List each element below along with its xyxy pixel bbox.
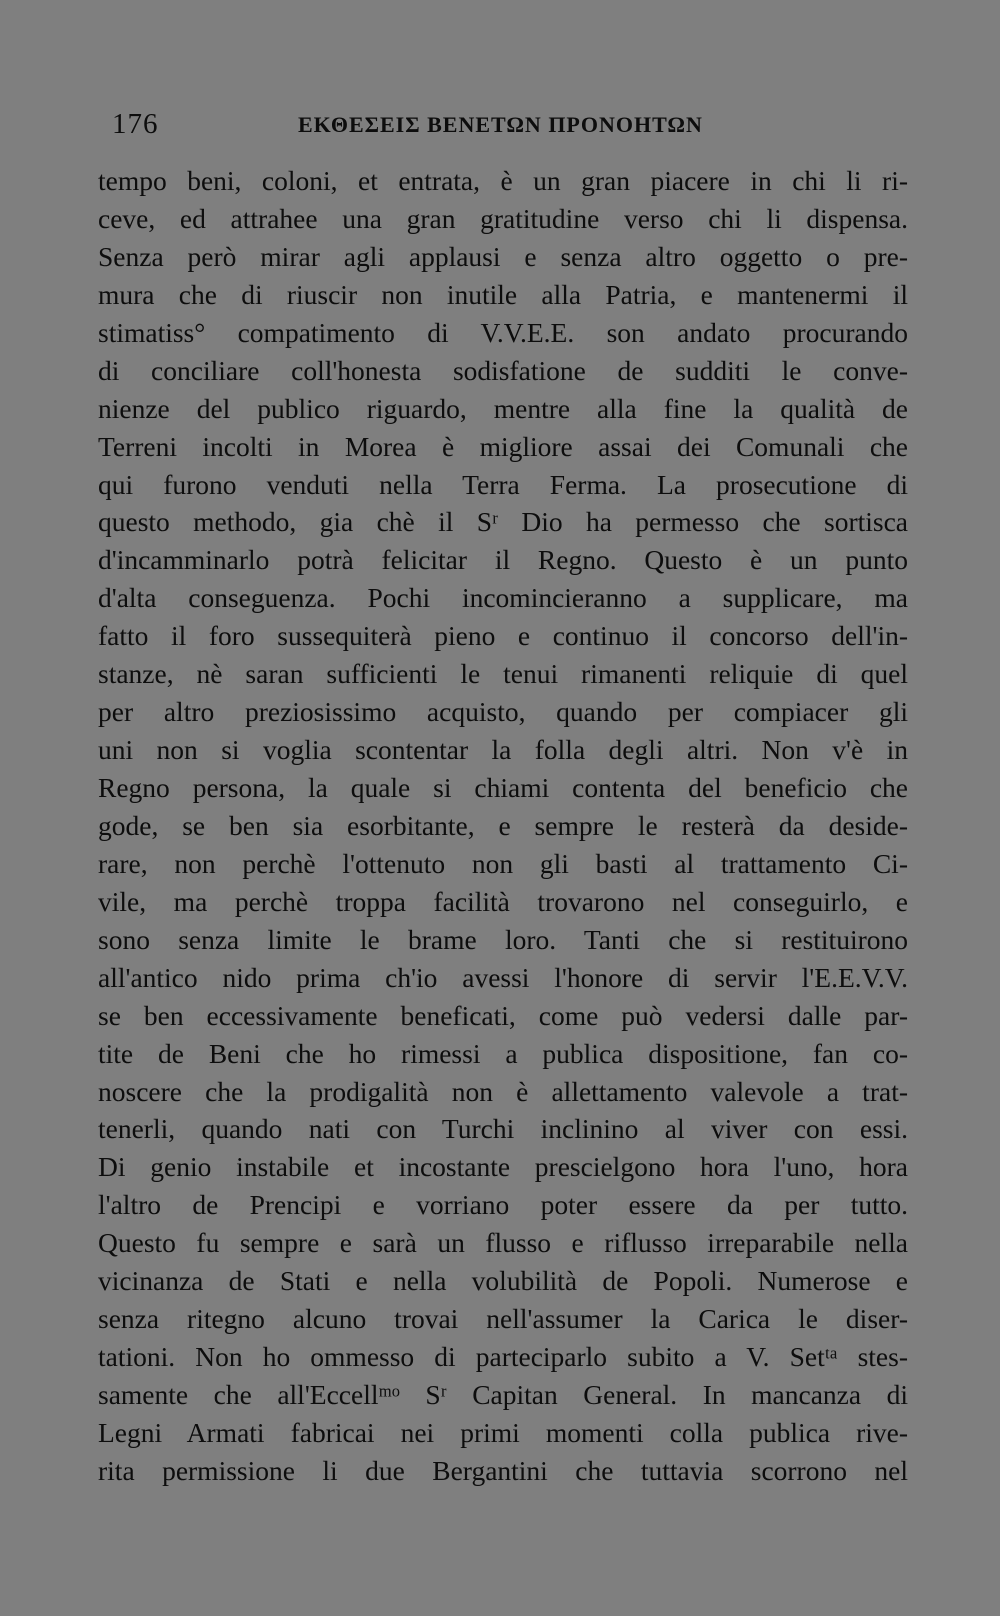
text-line: Di genio instabile et incostante prescielgono hora l'uno, hora bbox=[98, 1151, 908, 1183]
text-line: Legni Armati fabricai nei primi momenti colla publica rive- bbox=[98, 1416, 908, 1448]
text-line: noscere che la prodigalità non è allettamento valevole a trat- bbox=[98, 1075, 908, 1107]
text-line: Senza però mirar agli applausi e senza altro oggetto o pre- bbox=[98, 240, 908, 272]
text-line: nienze del publico riguardo, mentre alla fine la qualità de bbox=[98, 392, 908, 424]
text-line: stimatiss° compatimento di V.V.E.E. son andato procurando bbox=[98, 316, 908, 348]
text-line: qui furono venduti nella Terra Ferma. La prosecutione di bbox=[98, 468, 908, 500]
text-line: fatto il foro sussequiterà pieno e continuo il concorso dell'in- bbox=[98, 620, 908, 652]
text-line: vicinanza de Stati e nella volubilità de Popoli. Numerose e bbox=[98, 1265, 908, 1297]
body-text bbox=[98, 162, 908, 1490]
text-line: samente che all'Eccellᵐᵒ Sʳ Capitan General. In mancanza di bbox=[98, 1379, 908, 1410]
page-header bbox=[112, 108, 902, 148]
text-line: all'antico nido prima ch'io avessi l'honore di servir l'E.E.V.V. bbox=[98, 961, 908, 993]
text-line: di conciliare coll'honesta sodisfatione de sudditi le conve- bbox=[98, 354, 908, 386]
page-number: 176 bbox=[112, 108, 159, 140]
text-line: tationi. Non ho ommesso di parteciparlo subito a V. Setᵗᵃ stes- bbox=[98, 1341, 908, 1373]
text-line: stanze, nè saran sufficienti le tenui rimanenti reliquie di quel bbox=[98, 658, 908, 690]
text-line: gode, se ben sia esorbitante, e sempre le resterà da deside- bbox=[98, 809, 908, 841]
text-line: rare, non perchè l'ottenuto non gli basti al trattamento Ci- bbox=[98, 847, 908, 879]
text-line: senza ritegno alcuno trovai nell'assumer la Carica le diser- bbox=[98, 1303, 908, 1335]
text-line: sono senza limite le brame loro. Tanti che si restituirono bbox=[98, 923, 908, 955]
text-line: tite de Beni che ho rimessi a publica dispositione, fan co- bbox=[98, 1037, 908, 1069]
text-line: tenerli, quando nati con Turchi inclinino al viver con essi. bbox=[98, 1113, 908, 1145]
text-line: Terreni incolti in Morea è migliore assai dei Comunali che bbox=[98, 430, 908, 462]
text-line: se ben eccessivamente beneficati, come può vedersi dalle par- bbox=[98, 999, 908, 1031]
text-line: l'altro de Prencipi e vorriano poter essere da per tutto. bbox=[98, 1189, 908, 1221]
text-line: tempo beni, coloni, et entrata, è un gran piacere in chi li ri- bbox=[98, 165, 908, 196]
text-line: mura che di riuscir non inutile alla Patria, e mantenermi il bbox=[98, 278, 908, 310]
text-line: rita permissione li due Bergantini che tuttavia scorrono nel bbox=[98, 1454, 908, 1486]
text-line: questo methodo, gia chè il Sʳ Dio ha permesso che sortisca bbox=[98, 506, 908, 538]
running-title: ΕΚΘΕΣΕΙΣ ΒΕΝΕΤΩΝ ΠΡΟΝΟΗΤΩΝ bbox=[298, 112, 703, 137]
text-line: d'alta conseguenza. Pochi incomincieranno a supplicare, ma bbox=[98, 582, 908, 614]
text-line: Regno persona, la quale si chiami contenta del beneficio che bbox=[98, 772, 908, 803]
text-line: Questo fu sempre e sarà un flusso e riflusso irreparabile nella bbox=[98, 1227, 908, 1259]
text-line: ceve, ed attrahee una gran gratitudine verso chi li dispensa. bbox=[98, 202, 908, 234]
text-line: uni non si voglia scontentar la folla degli altri. Non v'è in bbox=[98, 734, 908, 766]
text-line: per altro preziosissimo acquisto, quando per compiacer gli bbox=[98, 696, 908, 728]
text-line: d'incamminarlo potrà felicitar il Regno. Questo è un punto bbox=[98, 544, 908, 576]
text-line: vile, ma perchè troppa facilità trovarono nel conseguirlo, e bbox=[98, 885, 908, 917]
